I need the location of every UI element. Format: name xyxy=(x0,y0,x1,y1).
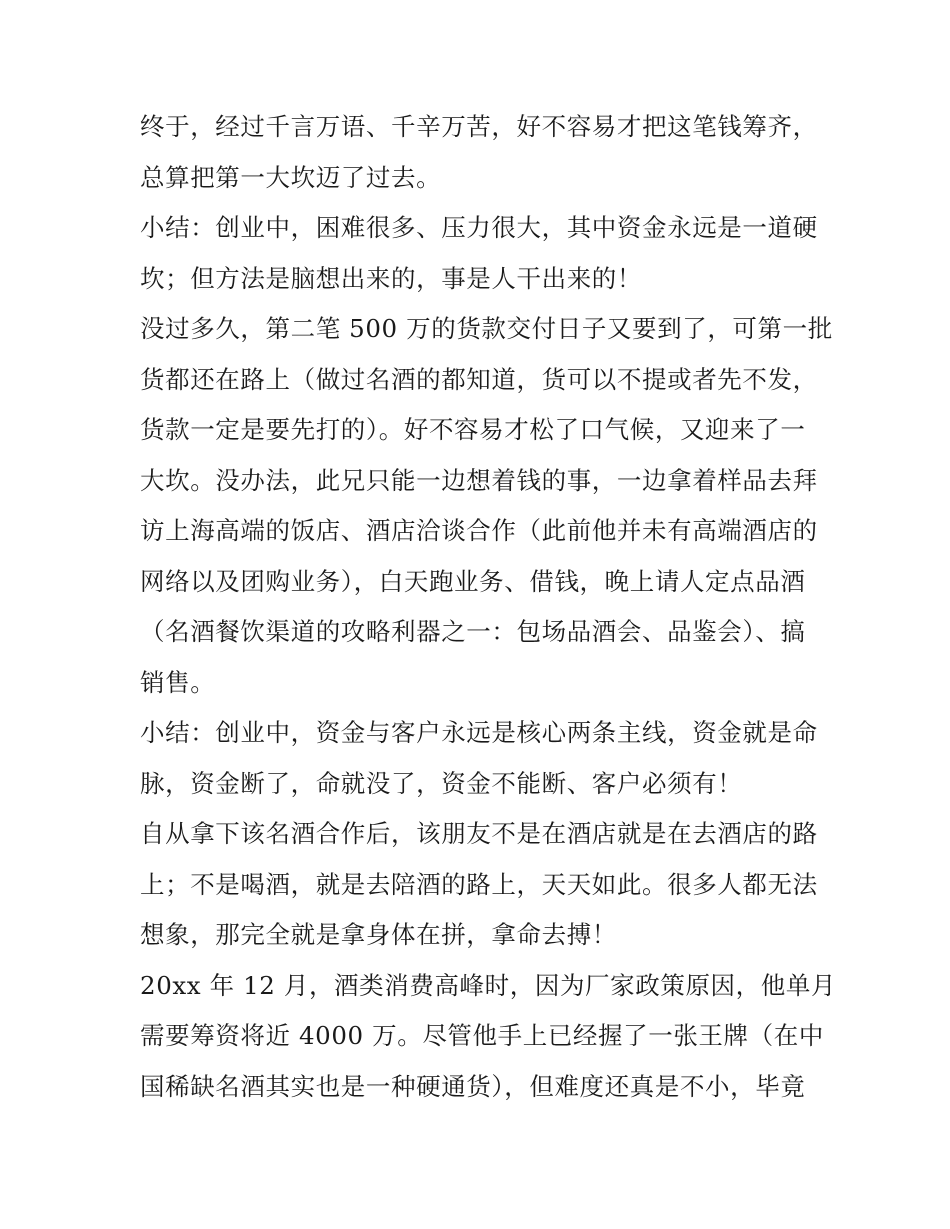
text-line: 脉，资金断了，命就没了，资金不能断、客户必须有！ xyxy=(140,768,743,798)
text-line: 销售。 xyxy=(140,667,216,697)
text-line: 国稀缺名酒其实也是一种硬通货），但难度还真是不小，毕竟 xyxy=(140,1071,806,1101)
text-line: 需要筹资将近 4000 万。尽管他手上已经握了一张王牌（在中 xyxy=(140,1021,824,1050)
text-line: 小结：创业中，困难很多、压力很大，其中资金永远是一道硬 xyxy=(140,213,818,242)
text-line: 大坎。没办法，此兄只能一边想着钱的事，一边拿着样品去拜 xyxy=(140,465,818,495)
text-line: 访上海高端的饭店、酒店洽谈合作（此前他并未有高端酒店的 xyxy=(140,516,818,545)
text-line: 终于，经过千言万语、千辛万苦，好不容易才把这笔钱筹齐， xyxy=(140,112,818,141)
text-line: 货款一定是要先打的）。好不容易才松了口气候，又迎来了一 xyxy=(140,415,806,444)
text-line: 网络以及团购业务），白天跑业务、借钱，晚上请人定点品酒 xyxy=(140,566,806,596)
text-line: 没过多久，第二笔 500 万的货款交付日子又要到了，可第一批 xyxy=(140,314,833,343)
text-line: 上；不是喝酒，就是去陪酒的路上，天天如此。很多人都无法 xyxy=(140,869,818,899)
text-line: （名酒餐饮渠道的攻略利器之一：包场品酒会、品鉴会）、搞 xyxy=(140,617,806,646)
text-line: 自从拿下该名酒合作后，该朋友不是在酒店就是在去酒店的路 xyxy=(140,819,818,848)
text-line: 小结：创业中，资金与客户永远是核心两条主线，资金就是命 xyxy=(140,718,818,747)
text-line: 想象，那完全就是拿身体在拼，拿命去搏！ xyxy=(140,920,617,949)
document-body xyxy=(140,102,837,1112)
text-line: 总算把第一大坎迈了过去。 xyxy=(140,162,442,192)
text-line: 20xx 年 12 月，酒类消费高峰时，因为厂家政策原因，他单月 xyxy=(140,970,837,1000)
text-line: 货都还在路上（做过名酒的都知道，货可以不提或者先不发， xyxy=(140,364,818,394)
text-line: 坎；但方法是脑想出来的，事是人干出来的！ xyxy=(140,263,642,293)
